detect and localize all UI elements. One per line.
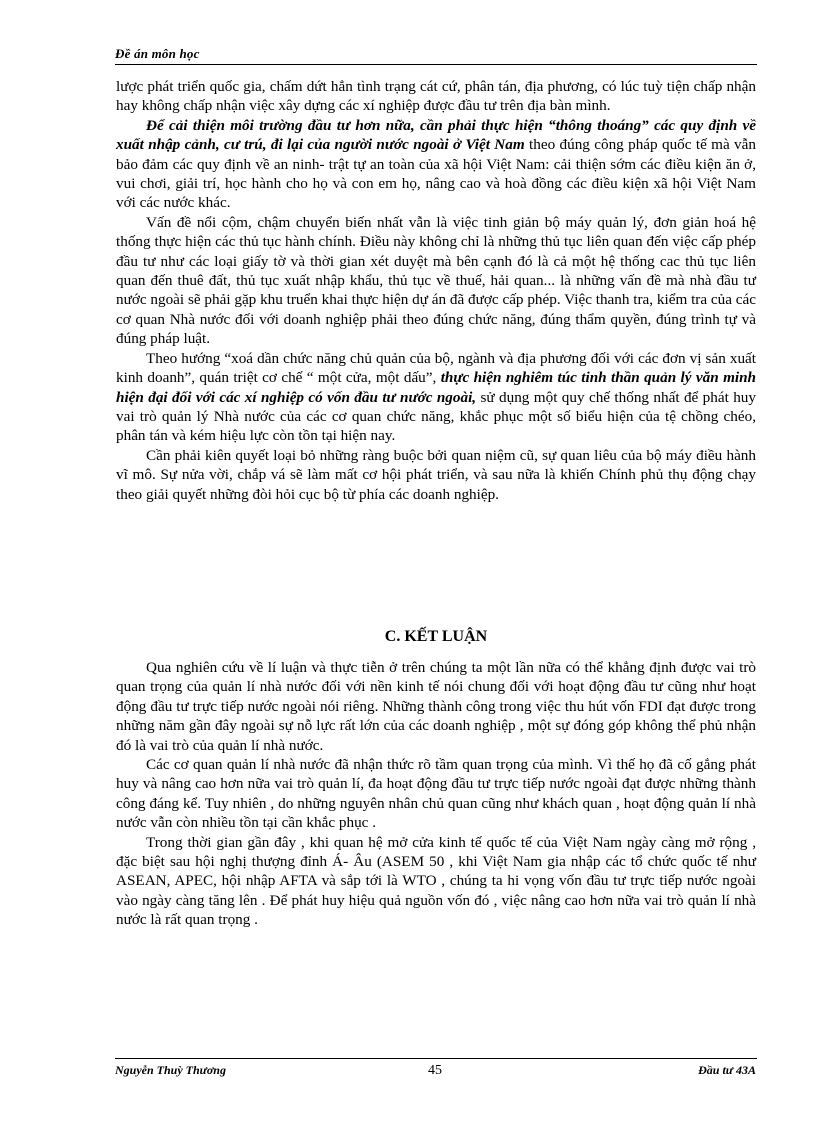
footer-author: Nguyễn Thuỳ Thương (115, 1063, 226, 1077)
paragraph-4-text-b: sử dụng một quy chế thống nhất để phát huy vai trò quản lý Nhà nước của các cơ quan chức năng, khắc phục một số biểu hiện của tệ chồng chéo, phân tán và kém hiệu lực còn tồn tại hiện nay. (116, 388, 756, 445)
paragraph-4 (116, 349, 756, 446)
footer-class: Đầu tư 43A (698, 1063, 756, 1077)
footer-divider (115, 1058, 757, 1059)
main-body (116, 77, 756, 504)
paragraph-2-text: theo đúng công pháp quốc tế mà vẫn bảo đảm các quy định về an ninh- trật tự an toàn của xã hội Việt Nam: cải thiện sớm các điều kiện ăn ở, vui chơi, giải trí, học hành cho họ và con em họ, nâng cao và hoà đồng các điều kiện xã hội Việt Nam với các nước khác. (116, 136, 756, 212)
paragraph-2 (116, 116, 756, 213)
header-divider (115, 64, 757, 65)
paragraph-1: lược phát triển quốc gia, chấm dứt hẳn tình trạng cát cứ, phân tán, địa phương, có lúc tuỳ tiện chấp nhận hay không chấp nhận việc xây dựng các xí nghiệp được đầu tư trên địa bàn mình. (116, 78, 756, 115)
section-heading: C. KẾT LUẬN (384, 628, 488, 645)
page-number: 45 (428, 1063, 442, 1078)
paragraph-4-text-a: Theo hướng “xoá dần chức năng chủ quản của bộ, ngành và địa phương đối với các đơn vị sản xuất kinh doanh”, quán triệt cơ chế “ một cửa, một dấu”, (116, 349, 756, 387)
page-header-title: Đề án môn học (115, 46, 200, 61)
conclusion-paragraph-2: Các cơ quan quản lí nhà nước đã nhận thức rõ tầm quan trọng của mình. Vì thế họ đã cố gắng phát huy và nâng cao hơn nữa vai trò quản lí, đa hoạt động đầu tư trực tiếp nước ngoài đạt được những thành công đáng kể. Tuy nhiên , do những nguyên nhân chủ quan cũng như khách quan , hoạt động quản lí nhà nước vẫn còn nhiều tồn tại cần khắc phục . (116, 756, 756, 832)
conclusion-body (116, 658, 756, 930)
paragraph-5: Cần phải kiên quyết loại bỏ những ràng buộc bởi quan niệm cũ, sự quan liêu của bộ máy điều hành vĩ mô. Sự nửa vời, chắp vá sẽ làm mất cơ hội phát triển, và sau nữa là khiến Chính phủ thụ động chạy theo giải quyết những đòi hỏi cục bộ từ phía các doanh nghiệp. (116, 446, 756, 503)
paragraph-2-emphasis: Để cải thiện môi trường đầu tư hơn nữa, cần phải thực hiện “thông thoáng” các quy định về xuất nhập cảnh, cư trú, đi lại của người nước ngoài ở Việt Nam (116, 116, 756, 154)
paragraph-4-emphasis: thực hiện nghiêm túc tinh thần quản lý văn minh hiện đại đối với các xí nghiệp có vốn đầu tư nước ngoài, (116, 369, 756, 406)
conclusion-paragraph-3: Trong thời gian gần đây , khi quan hệ mở cửa kinh tế quốc tế của Việt Nam ngày càng mở rộng , đặc biệt sau hội nghị thượng đỉnh Á- Âu (ASEM 50 , khi Việt Nam gia nhập các tổ chức quốc tế như ASEAN, APEC, hội nhập AFTA và sắp tới là WTO , chúng ta hi vọng vốn đầu tư trực tiếp nước ngoài vào ngày càng tăng lên . Để phát huy hiệu quả nguồn vốn đó , việc nâng cao hơn nữa vai trò quản lí nhà nước là rất quan trọng . (116, 833, 756, 929)
conclusion-paragraph-1: Qua nghiên cứu về lí luận và thực tiễn ở trên chúng ta một lần nữa có thể khẳng định được vai trò quan trọng của quản lí nhà nước đối với nền kinh tế nói chung đối với hoạt động đầu tư cũng như hoạt động đầu tư trực tiếp nước ngoài nói riêng. Những thành công trong việc thu hút vốn FDI đạt được trong những năm gần đây ngoài sự nỗ lực rất lớn của các doanh nghiệp , một sự đóng góp không thể phủ nhận đó là vai trò của quản lí nhà nước. (116, 659, 756, 754)
paragraph-3: Vấn đề nổi cộm, chậm chuyển biến nhất vẫn là việc tinh giản bộ máy quản lý, đơn giản hoá hệ thống thực hiện các thủ tục hành chính. Điều này không chỉ là những thủ tục liên quan đến việc cấp phép đầu tư như các loại giấy tờ và thời gian xét duyệt mà bên cạnh đó là cả một hệ thống cac thủ tục liên quan đến thuê đất, thủ tục xuất nhập khẩu, thủ tục về thuế, hải quan... là những vấn đề mà nhà đầu tư nước ngoài sẽ phải gặp khu truển khai thực hiện dự án đã được cấp phép. Việc thanh tra, kiểm tra của các cơ quan Nhà nước đối với doanh nghiệp phải theo đúng chức năng, đúng thẩm quyền, đúng trình tự và đúng pháp luật. (116, 213, 756, 348)
